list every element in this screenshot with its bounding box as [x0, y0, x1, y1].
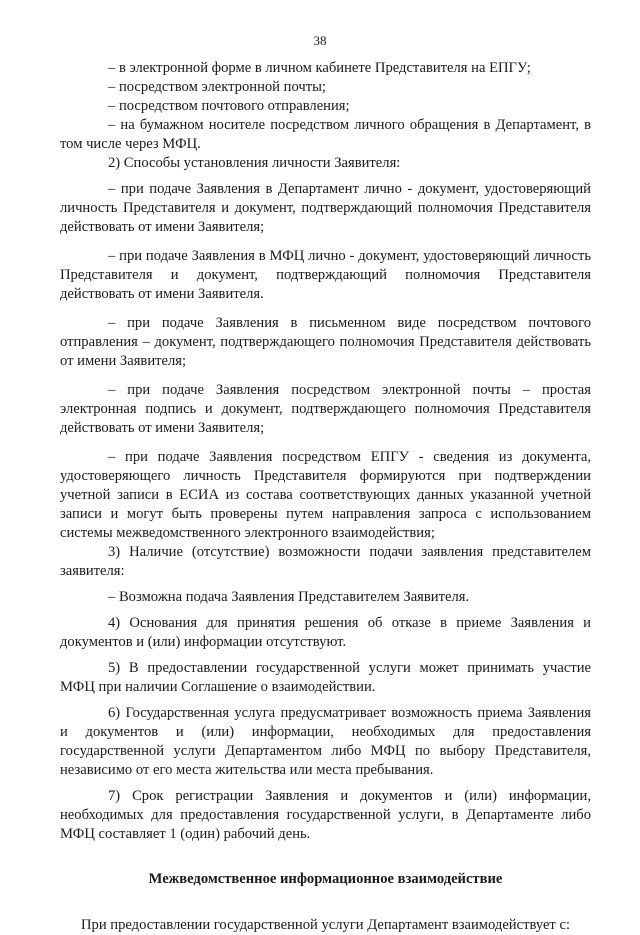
- list-item: – посредством почтового отправления;: [108, 98, 350, 114]
- list-item: – в электронной форме в личном кабинете Представителя на ЕПГУ;: [108, 60, 531, 76]
- section-7: 7) Срок регистрации Заявления и документов и (или) информации, необходимых для предоставления государственной услуги, в Департаменте либо МФЦ составляет 1 (один) рабочий день.: [60, 788, 591, 842]
- list-item: – на бумажном носителе посредством личного обращения в Департамент, в том числе через МФЦ.: [60, 117, 591, 152]
- document-body: [60, 59, 591, 935]
- section-2-title: 2) Способы установления личности Заявителя:: [108, 155, 401, 171]
- section-heading: Межведомственное информационное взаимодействие: [148, 871, 503, 887]
- section-3-item: – Возможна подача Заявления Представителем Заявителя.: [108, 589, 470, 605]
- final-paragraph: При предоставлении государственной услуги Департамент взаимодействует с:: [80, 917, 570, 933]
- section-4: 4) Основания для принятия решения об отказе в приеме Заявления и документов и (или) информации отсутствуют.: [60, 615, 591, 650]
- identity-method-1: – при подаче Заявления в Департамент лично - документ, удостоверяющий личность Представителя и документ, подтверждающий полномочия Представителя действовать от имени Заявителя;: [60, 181, 591, 235]
- section-5: 5) В предоставлении государственной услуги может принимать участие МФЦ при наличии Соглашение о взаимодействии.: [60, 660, 591, 695]
- identity-method-2: – при подаче Заявления в МФЦ лично - документ, удостоверяющий личность Представителя и документ, подтверждающий полномочия Представителя действовать от имени Заявителя.: [60, 248, 591, 302]
- identity-method-5: – при подаче Заявления посредством ЕПГУ - сведения из документа, удостоверяющего личность Представителя формируются при подтверждении учетной записи в ЕСИА из состава соответствующих данных указанной учетной записи и могут быть проверены путем направления запроса с использованием системы межведомственного электронного взаимодействия;: [60, 449, 591, 541]
- identity-method-4: – при подаче Заявления посредством электронной почты – простая электронная подпись и документ, подтверждающего полномочия Представителя действовать от имени Заявителя;: [60, 382, 591, 436]
- list-item: – посредством электронной почты;: [108, 79, 326, 95]
- section-6: 6) Государственная услуга предусматривает возможность приема Заявления и документов и (или) информации, необходимых для предоставления государственной услуги Департаментом либо МФЦ по выбору Представителя, независимо от его места жительства или места пребывания.: [60, 705, 591, 778]
- identity-method-3: – при подаче Заявления в письменном виде посредством почтового отправления – документ, подтверждающего полномочия Представителя действовать от имени Заявителя;: [60, 315, 591, 369]
- page-number: 38: [313, 33, 327, 48]
- section-3: 3) Наличие (отсутствие) возможности подачи заявления представителем заявителя:: [60, 544, 591, 579]
